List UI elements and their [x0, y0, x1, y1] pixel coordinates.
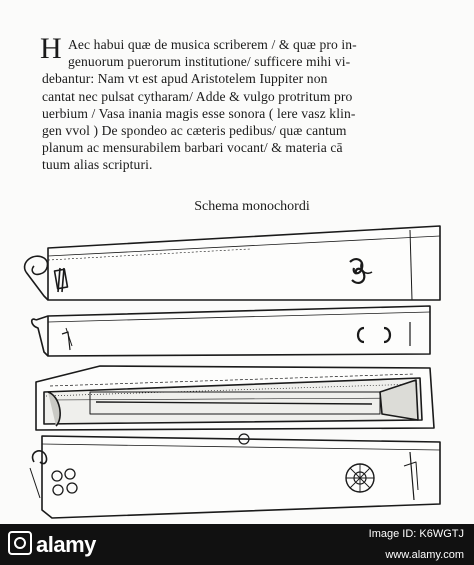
alamy-logo-icon	[8, 531, 32, 555]
site-url: www.alamy.com	[385, 549, 464, 561]
text-line: tuum alias scripturi.	[42, 157, 153, 173]
watermark-footer	[0, 524, 474, 565]
monochord-2	[32, 306, 430, 356]
text-line: planum ac mensurabilem barbari vocant/ & materia cā	[42, 140, 343, 156]
monochord-4	[30, 434, 440, 518]
alamy-logo: alamy	[8, 531, 96, 558]
text-line: debantur: Nam vt est apud Aristotelem Iuppiter non	[42, 71, 328, 87]
figure-caption: Schema monochordi	[194, 199, 310, 214]
text-line: genuorum puerorum institutione/ sufficere mihi vi-	[68, 54, 351, 70]
drop-cap: H	[40, 32, 62, 65]
text-line: cantat nec pulsat cytharam/ Adde & vulgo protritum pro	[42, 88, 353, 104]
text-line: gen vvol ) De spondeo ac cæteris pedibus/ quæ cantum	[42, 123, 347, 139]
monochord-1	[25, 226, 440, 300]
text-line: Aec habui quæ de musica scriberem / & quæ pro in-	[68, 37, 357, 52]
text-line: uerbium / Vasa inania magis esse sonora ( lere vasz klin-	[42, 105, 356, 121]
monochord-3	[36, 366, 434, 430]
image-id-label: Image ID: K6WGTJ	[368, 528, 464, 540]
